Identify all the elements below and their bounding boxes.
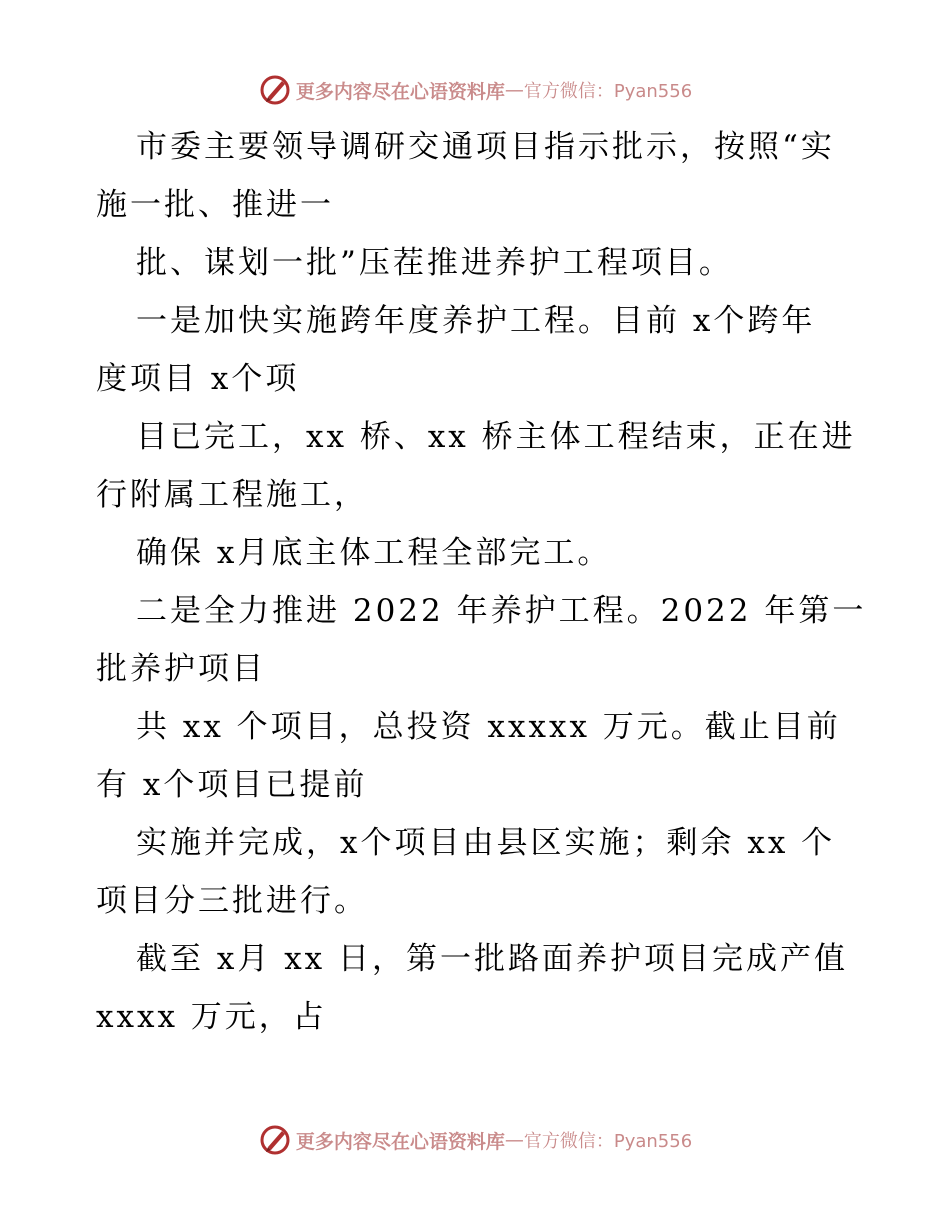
text-line: 实施并完成，x个项目由县区实施；剩余 xx 个 [136, 825, 836, 861]
footer-watermark [0, 1120, 950, 1160]
text-line: 有 x个项目已提前 [96, 767, 368, 803]
text-line: 目已完工，xx 桥、xx 桥主体工程结束，正在进 [136, 419, 856, 455]
text-line: 市委主要领导调研交通项目指示批示，按照“实 [136, 129, 835, 165]
watermark-brand: 更多内容尽在心语资料库 [295, 1130, 505, 1153]
text-line: 二是全力推进 2022 年养护工程。2022 年第一 [136, 593, 867, 629]
text-line: 共 xx 个项目，总投资 xxxxx 万元。截止目前 [136, 709, 841, 745]
text-line: xxxx 万元，占 [96, 999, 327, 1035]
text-line: 批养护项目 [96, 651, 266, 687]
watermark-dash: — [504, 79, 524, 101]
header-watermark [0, 70, 950, 110]
text-line: 一是加快实施跨年度养护工程。目前 x个跨年 [136, 303, 816, 339]
text-line: 施一批、推进一 [96, 187, 334, 223]
watermark-brand: 更多内容尽在心语资料库 [295, 80, 505, 103]
text-line: 批、谋划一批”压茬推进养护工程项目。 [136, 245, 733, 281]
pen-logo-icon [258, 73, 292, 107]
text-line: 确保 x月底主体工程全部完工。 [136, 535, 612, 571]
text-line: 度项目 x个项 [96, 361, 300, 397]
text-line: 行附属工程施工， [96, 477, 368, 513]
watermark-contact: 官方微信：Pyan556 [523, 81, 693, 102]
text-line: 项目分三批进行。 [96, 883, 368, 919]
watermark-dash: — [504, 1129, 524, 1151]
watermark-contact: 官方微信：Pyan556 [523, 1131, 693, 1152]
text-line: 截至 x月 xx 日，第一批路面养护项目完成产值 [136, 941, 849, 977]
pen-logo-icon [258, 1123, 292, 1157]
